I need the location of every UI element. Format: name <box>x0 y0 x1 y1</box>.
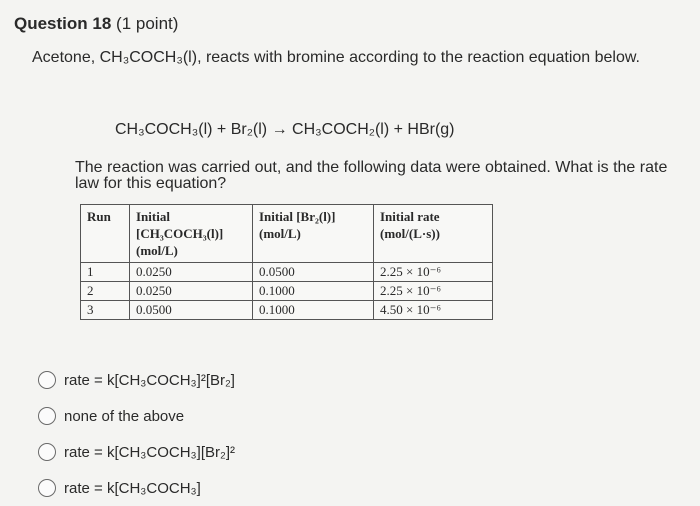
cell-bromine: 0.1000 <box>253 282 374 301</box>
header-initial-acetone: Initial [CH₃COCH₃(l)] (mol/L) <box>130 205 253 263</box>
cell-rate: 4.50 × 10⁻⁶ <box>374 301 493 320</box>
answer-label: none of the above <box>64 407 185 425</box>
cell-acetone: 0.0500 <box>130 301 253 320</box>
header-initial-rate: Initial rate (mol/(L·s)) <box>374 205 493 263</box>
answer-label: rate = k[CH₃COCH₃] <box>64 479 201 497</box>
answer-label: rate = k[CH₃COCH₃][Br₂]² <box>64 443 235 461</box>
answer-choice-2[interactable] <box>38 398 235 434</box>
radio-button[interactable] <box>38 479 56 497</box>
header-run: Run <box>81 205 130 263</box>
reaction-equation: CH₃COCH₃(l) + Br₂(l) → CH₃COCH₂(l) + HBr(g) <box>115 121 455 138</box>
rate-data-table <box>80 204 493 320</box>
answer-choice-3[interactable] <box>38 434 235 470</box>
question-title: Question 18 <box>14 14 112 33</box>
cell-run: 3 <box>81 301 130 320</box>
table-header-row <box>81 205 493 263</box>
answer-choice-4[interactable] <box>38 470 235 506</box>
radio-button[interactable] <box>38 443 56 461</box>
question-points: (1 point) <box>116 14 179 33</box>
cell-rate: 2.25 × 10⁻⁶ <box>374 263 493 282</box>
cell-run: 2 <box>81 282 130 301</box>
cell-acetone: 0.0250 <box>130 263 253 282</box>
cell-bromine: 0.1000 <box>253 301 374 320</box>
answer-choices <box>38 362 235 506</box>
question-text: Acetone, CH₃COCH₃(l), reacts with bromine according to the reaction equation below. <box>32 49 640 66</box>
table-row <box>81 282 493 301</box>
radio-button[interactable] <box>38 407 56 425</box>
table-row <box>81 301 493 320</box>
cell-run: 1 <box>81 263 130 282</box>
cell-rate: 2.25 × 10⁻⁶ <box>374 282 493 301</box>
header-initial-bromine: Initial [Br₂(l)] (mol/L) <box>253 205 374 263</box>
radio-button[interactable] <box>38 371 56 389</box>
cell-acetone: 0.0250 <box>130 282 253 301</box>
cell-bromine: 0.0500 <box>253 263 374 282</box>
data-prompt: The reaction was carried out, and the following data were obtained. What is the rate law for this equation? <box>75 159 668 192</box>
table-row <box>81 263 493 282</box>
answer-choice-1[interactable] <box>38 362 235 398</box>
answer-label: rate = k[CH₃COCH₃]²[Br₂] <box>64 371 235 389</box>
question-header <box>14 14 178 34</box>
